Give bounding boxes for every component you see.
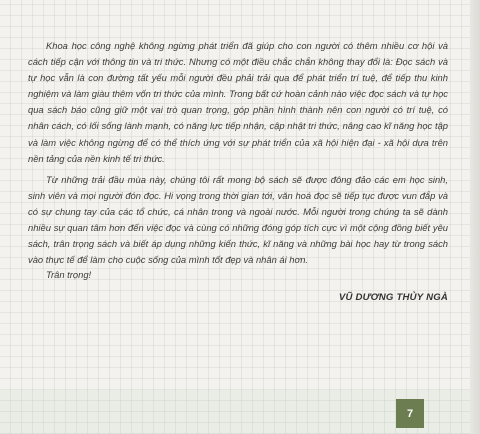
paragraph-2: Từ những trải đầu mùa này, chúng tôi rất mong bộ sách sẽ được đông đảo các em học sinh, sinh viên và mọi người đón đọc. Hi vọng trong thời gian tới, văn hoá đọc sẽ tiếp tục được vun đắp và có sự chung tay của các tổ chức, cá nhân trong và ngoài nước. Mỗi người trong chúng ta sẽ dành nhiều sự quan tâm hơn đến việc đọc và cùng có những đóng góp tích cực vì một cộng đồng biết yêu sách, trân trọng sách và biết áp dụng những kiến thức, kĩ năng và những bài học hay từ trong sách vào thực tế để làm cho cuộc sống của mình tốt đẹp và nhân ái hơn. xyxy=(28,173,448,266)
paragraph-1: Khoa học công nghệ không ngừng phát triển đã giúp cho con người có thêm nhiều cơ hội và cách tiếp cận với thông tin và tri thức. Nhưng có một điều chắc chắn không thay đổi là: Đọc sách và tự học vẫn là con đường tất yếu mỗi người đều phải trải qua để phát triển trí tuệ, để tiếp thu kinh nghiệm và làm giàu thêm vốn tri thức của mình. Trong bất cứ hoàn cảnh nào việc đọc sách và tự học qua sách báo cũng giữ một vai trò quan trọng, góp phần hình thành nên con người có trí tuệ, có nhân cách, có lối sống lành mạnh, có năng lực tiếp nhận, cập nhật tri thức, nâng cao kĩ năng học tập và làm việc không ngừng để có thể thích ứng với sự phát triển của xã hội hiện đại - xã hội dựa trên nền tảng của nền kinh tế tri thức. xyxy=(28,40,448,164)
closing-line: Trân trọng! xyxy=(46,269,92,280)
top-frame-line xyxy=(0,0,472,8)
author-signature: VŨ DƯƠNG THỦY NGÀ xyxy=(338,292,448,303)
page-number: 7 xyxy=(396,399,424,428)
page-edge xyxy=(470,0,480,434)
body-text xyxy=(28,38,448,268)
